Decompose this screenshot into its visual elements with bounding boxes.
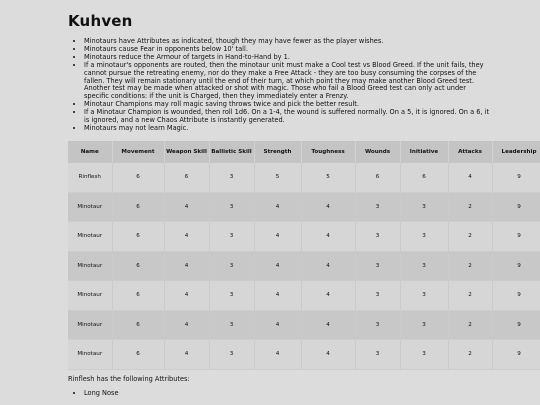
table-row xyxy=(68,340,540,370)
stat-cell: 3 xyxy=(209,192,254,222)
stat-cell: 6 xyxy=(112,222,164,252)
stat-cell: 4 xyxy=(254,251,301,281)
rule-item: • Minotaurs cause Fear in opponents below 10' tall. xyxy=(84,46,492,54)
stat-cell: 9 xyxy=(492,340,540,370)
stat-cell: 6 xyxy=(112,340,164,370)
column-header: Initiative xyxy=(400,141,448,163)
table-row xyxy=(68,281,540,311)
stat-cell: 6 xyxy=(112,281,164,311)
stat-cell: 3 xyxy=(355,192,400,222)
stat-cell: 6 xyxy=(112,251,164,281)
stat-cell: 3 xyxy=(209,340,254,370)
stat-cell: 4 xyxy=(301,281,355,311)
stat-cell: 3 xyxy=(355,281,400,311)
stat-cell: 4 xyxy=(301,310,355,340)
stat-cell: 4 xyxy=(254,192,301,222)
column-header: Movement xyxy=(112,141,164,163)
stat-cell: 4 xyxy=(164,281,209,311)
stat-cell: 4 xyxy=(254,222,301,252)
stat-cell: 3 xyxy=(209,281,254,311)
table-row xyxy=(68,163,540,192)
stat-cell: 4 xyxy=(301,192,355,222)
unit-name-cell: Minotaur xyxy=(68,192,112,222)
stat-cell: 3 xyxy=(209,222,254,252)
rules-list xyxy=(68,38,492,133)
stat-cell: 5 xyxy=(254,163,301,192)
stat-cell: 4 xyxy=(448,163,492,192)
unit-name-cell: Minotaur xyxy=(68,251,112,281)
attributes-intro: Rinflesh has the following Attributes: xyxy=(68,375,190,383)
unit-name-cell: Minotaur xyxy=(68,340,112,370)
stat-cell: 9 xyxy=(492,281,540,311)
stat-cell: 9 xyxy=(492,251,540,281)
column-header: Weapon Skill xyxy=(164,141,209,163)
stat-cell: 6 xyxy=(112,192,164,222)
stat-cell: 5 xyxy=(301,163,355,192)
table-row xyxy=(68,251,540,281)
stat-cell: 3 xyxy=(209,163,254,192)
stat-cell: 4 xyxy=(254,340,301,370)
column-header: Attacks xyxy=(448,141,492,163)
stat-cell: 2 xyxy=(448,251,492,281)
stat-cell: 6 xyxy=(164,163,209,192)
stat-cell: 3 xyxy=(355,340,400,370)
table-row xyxy=(68,310,540,340)
stat-cell: 3 xyxy=(355,251,400,281)
rule-item: • If a Minotaur Champion is wounded, then roll 1d6. On a 1-4, the wound is suffered normally. On a 5, it is ignored. On a 6, it is ignored, and a new Chaos Attribute is instantly generated. xyxy=(84,109,492,125)
stat-cell: 6 xyxy=(355,163,400,192)
stat-cell: 4 xyxy=(164,251,209,281)
table-row xyxy=(68,222,540,252)
stat-cell: 2 xyxy=(448,222,492,252)
stat-cell: 3 xyxy=(355,222,400,252)
unit-name-cell: Minotaur xyxy=(68,310,112,340)
table-row xyxy=(68,192,540,222)
stat-cell: 2 xyxy=(448,192,492,222)
stat-cell: 2 xyxy=(448,340,492,370)
page-title: Kuhven xyxy=(68,12,133,30)
stat-cell: 4 xyxy=(164,310,209,340)
rule-item: • Minotaurs reduce the Armour of targets in Hand-to-Hand by 1. xyxy=(84,54,492,62)
stat-cell: 9 xyxy=(492,310,540,340)
stat-cell: 4 xyxy=(254,310,301,340)
stat-cell: 6 xyxy=(112,163,164,192)
stat-cell: 4 xyxy=(164,222,209,252)
stat-cell: 4 xyxy=(301,340,355,370)
stat-cell: 9 xyxy=(492,222,540,252)
rule-item: • If a minotaur's opponents are routed, then the minotaur unit must make a Cool test vs Blood Greed. If the unit fails, they cannot pursue the retreating enemy, nor do they make a Free Attack - they are too busy consuming the corpses of the fallen. They will remain stationary until the end of their turn, at which point they may make another Blood Greed test. Another test may be made when attacked or shot with magic. Those who fail a Blood Greed test can only act under specific conditions: if the unit is Charged, then they immediately enter a Frenzy. xyxy=(84,62,492,102)
stat-cell: 3 xyxy=(400,192,448,222)
column-header: Leadership xyxy=(492,141,540,163)
rule-item: • Minotaurs may not learn Magic. xyxy=(84,125,492,133)
stat-cell: 3 xyxy=(400,251,448,281)
stat-cell: 3 xyxy=(400,222,448,252)
unit-name-cell: Rinflesh xyxy=(68,163,112,192)
attributes-list xyxy=(68,389,119,397)
stat-cell: 3 xyxy=(355,310,400,340)
stat-cell: 3 xyxy=(209,310,254,340)
stat-cell: 6 xyxy=(400,163,448,192)
stat-cell: 3 xyxy=(400,340,448,370)
table-header-row xyxy=(68,141,540,163)
column-header: Ballistic Skill xyxy=(209,141,254,163)
stat-cell: 4 xyxy=(301,251,355,281)
stat-cell: 9 xyxy=(492,163,540,192)
rule-item: • Minotaurs have Attributes as indicated, though they may have fewer as the player wishes. xyxy=(84,38,492,46)
stat-cell: 3 xyxy=(400,281,448,311)
stat-cell: 4 xyxy=(164,340,209,370)
stat-cell: 3 xyxy=(209,251,254,281)
stat-cell: 3 xyxy=(400,310,448,340)
unit-name-cell: Minotaur xyxy=(68,281,112,311)
column-header: Name xyxy=(68,141,112,163)
stat-cell: 4 xyxy=(254,281,301,311)
stat-cell: 4 xyxy=(164,192,209,222)
column-header: Strength xyxy=(254,141,301,163)
stat-cell: 2 xyxy=(448,281,492,311)
unit-name-cell: Minotaur xyxy=(68,222,112,252)
stat-cell: 4 xyxy=(301,222,355,252)
rule-item: • Minotaur Champions may roll magic saving throws twice and pick the better result. xyxy=(84,101,492,109)
stat-cell: 9 xyxy=(492,192,540,222)
stats-table xyxy=(68,141,540,370)
column-header: Toughness xyxy=(301,141,355,163)
stat-cell: 2 xyxy=(448,310,492,340)
attribute-item: • Long Nose xyxy=(84,389,119,397)
column-header: Wounds xyxy=(355,141,400,163)
stat-cell: 6 xyxy=(112,310,164,340)
